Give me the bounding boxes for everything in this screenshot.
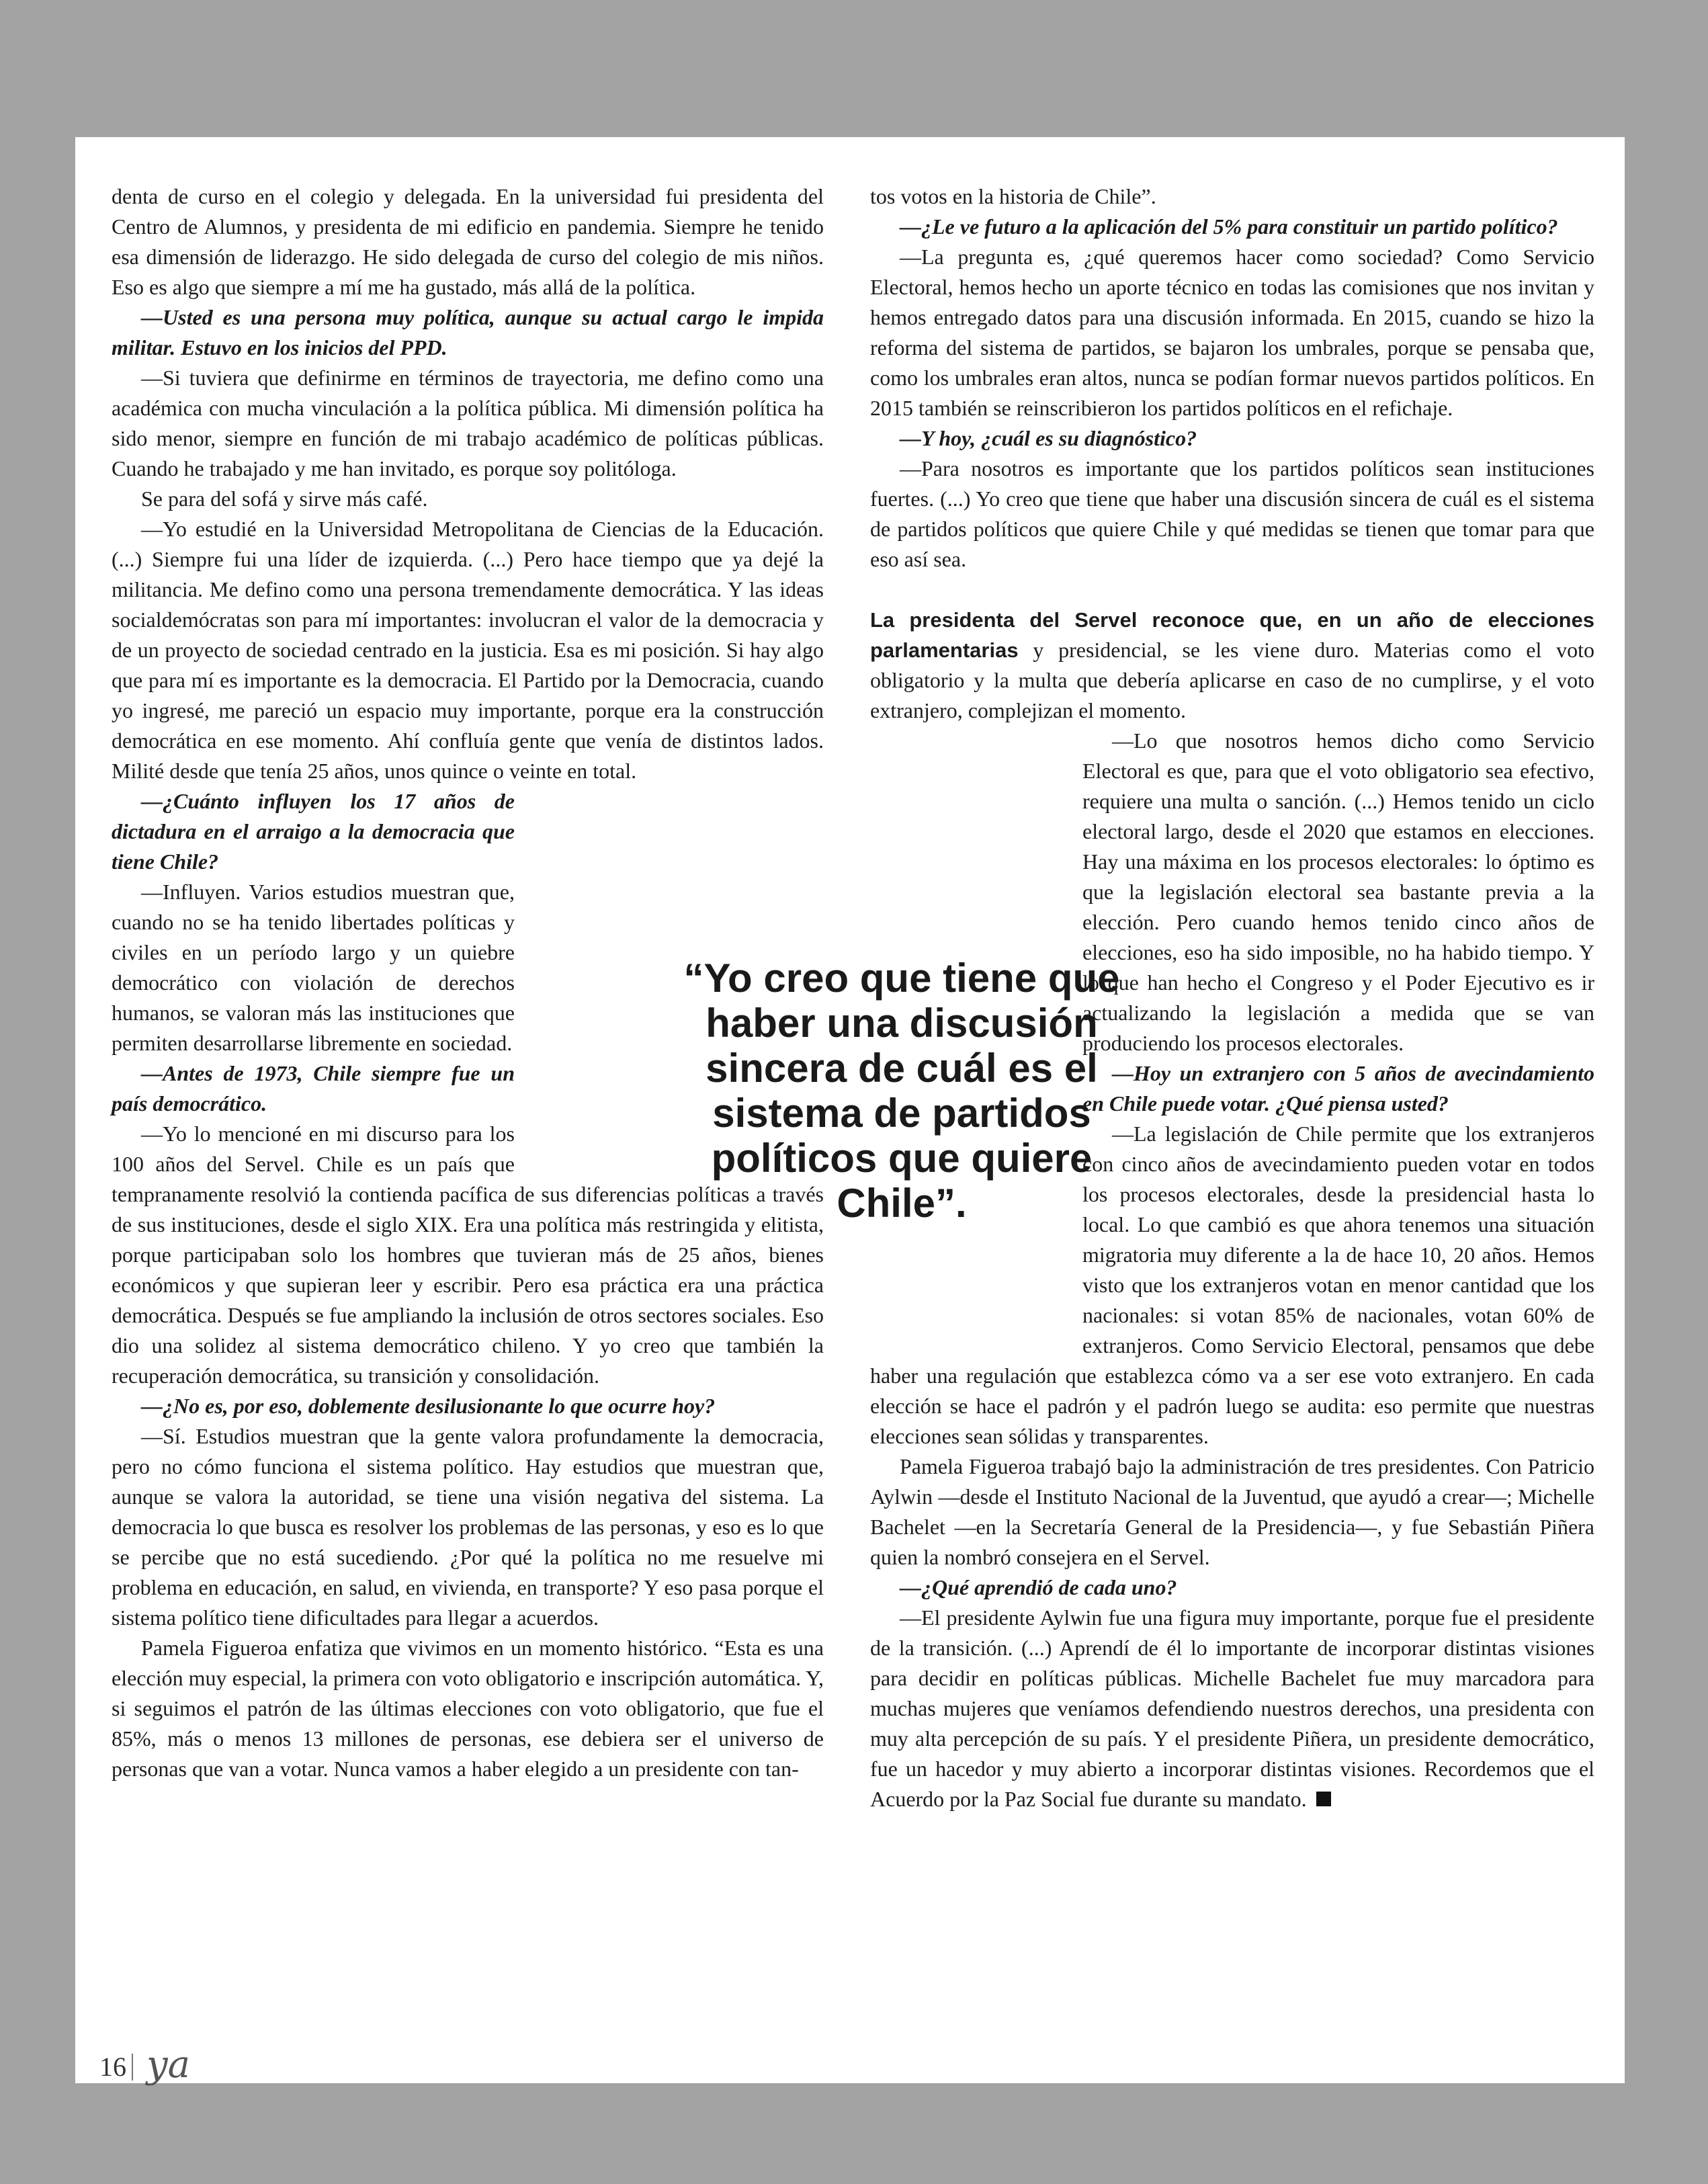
magazine-page (75, 137, 1625, 2083)
paragraph: Pamela Figueroa enfatiza que vivimos en un momento histórico. “Esta es una elección muy especial, la primera con voto obligatorio e inscripción automática. Y, si seguimos el patrón de las últimas elecciones con voto obligatorio, que fue el 85%, más o menos 13 millones de personas, ese debiera ser el universo de personas que van a votar. Nunca vamos a haber elegido a un presidente con tan- (112, 1636, 824, 1781)
paragraph: —Yo lo mencioné en mi discurso para los 100 años del Servel. Chile es un país que tempranamente resolvió la contienda pacífica de sus diferencias políticas a través de sus instituciones, desde el siglo XIX. Era una política más restringida y elitista, porque participaban solo los hombres que tuvieran más de 25 años, bienes económicos y que supieran leer y escribir. Pero esa práctica era una práctica democrática. Después se fue ampliando la inclusión de otros sectores sociales. Eso dio una solidez al sistema democrático chileno. Y yo creo que también la recuperación democrática, su transición y consolidación. (112, 1122, 824, 1388)
interview-question: —Hoy un extranjero con 5 años de avecindamiento en Chile puede votar. ¿Qué piensa usted? (1082, 1061, 1594, 1116)
interview-question: —Usted es una persona muy política, aunque su actual cargo le impida militar. Estuvo en los inicios del PPD. (112, 305, 824, 360)
interview-question: —Antes de 1973, Chile siempre fue un país democrático. (112, 1061, 515, 1116)
paragraph: —El presidente Aylwin fue una figura muy importante, porque fue el presidente de la transición. (...) Aprendí de él lo importante de incorporar distintas visiones para decidir en políticas públicas. Michelle Bachelet fue muy marcadora para muchas mujeres que veníamos defendiendo nuestros derechos, una presidenta con muy alta percepción de su país. Y el presidente Piñera, un presidente democrático, fue un hacedor y muy abierto a incorporar distintas visiones. Recordemos que el Acuerdo por la Paz Social fue durante su mandato. (870, 1603, 1594, 1814)
section-lead-paragraph (870, 605, 1594, 726)
paragraph: —Yo estudié en la Universidad Metropolitana de Ciencias de la Educación. (...) Siempre fui una líder de izquierda. (...) Pero hace tiempo que ya dejé la militancia. Me defino como una persona tremendamente democrática. Y las ideas socialdemócratas son para mí importantes: involucran el valor de la democracia y de un proyecto de sociedad centrado en la justicia. Esa es mi posición. Si hay algo que para mí es importante es la democracia. El Partido por la Democracia, cuando yo ingresé, me pareció un espacio muy importante, porque era la construcción democrática en ese momento. Ahí confluía gente que venía de distintos lados. Milité desde que tenía 25 años, unos quince o veinte en total. (112, 517, 824, 783)
paragraph: —La pregunta es, ¿qué queremos hacer como sociedad? Como Servicio Electoral, hemos hecho un aporte técnico en todas las comisiones que nos invitan y hemos entregado datos para una discusión informada. En 2015, cuando se hizo la reforma del sistema de partidos, se bajaron los umbrales, porque se pensaba que, como los umbrales eran altos, nunca se podían formar nuevos partidos políticos. En 2015 también se reinscribieron los partidos políticos en el refichaje. (870, 245, 1594, 420)
paragraph: —Influyen. Varios estudios muestran que, cuando no se ha tenido libertades políticas y civiles en un período largo y un quiebre democrático con violación de derechos humanos, se valoran más las instituciones que permiten desarrollarse libremente en sociedad. (112, 880, 515, 1055)
paragraph: tos votos en la historia de Chile”. (870, 184, 1156, 208)
footer-divider (132, 2054, 133, 2081)
paragraph: —Si tuviera que definirme en términos de trayectoria, me defino como una académica con mucha vinculación a la política pública. Mi dimensión política ha sido menor, siempre en función de mi trabajo académico de políticas públicas. Cuando he trabajado y me han invitado, es porque soy politóloga. (112, 366, 824, 480)
paragraph: Pamela Figueroa trabajó bajo la administración de tres presidentes. Con Patricio Aylwin —desde el Instituto Nacional de la Juventud, que ayudó a crear—; Michelle Bachelet —en la Secretaría General de la Presidencia—, y fue Sebastián Piñera quien la nombró consejera en el Servel. (870, 1454, 1594, 1569)
paragraph: denta de curso en el colegio y delegada. En la universidad fui presidenta del Centro de Alumnos, y presidenta de mi edificio en pandemia. Siempre he tenido esa dimensión de liderazgo. He sido delegada de curso del colegio de mis niños. Eso es algo que siempre a mí me ha gustado, más allá de la política. (112, 184, 824, 299)
interview-question: —¿No es, por eso, doblemente desilusionante lo que ocurre hoy? (141, 1394, 716, 1418)
paragraph: —La legislación de Chile permite que los extranjeros con cinco años de avecindamiento pueden votar en todos los procesos electorales, desde la presidencial hasta lo local. Lo que cambió es que ahora tenemos una situación migratoria muy diferente a la de hace 10, 20 años. Hemos visto que los extranjeros votan en menor cantidad que los nacionales: si votan 85% de nacionales, votan 60% de extranjeros. Como Servicio Electoral, pensamos que debe haber una regulación que establezca cómo va a ser ese voto extranjero. En cada elección se hace el padrón y el padrón luego se audita: eso permite que nuestras elecciones sean sólidas y transparentes. (870, 1122, 1594, 1448)
interview-question: —¿Le ve futuro a la aplicación del 5% para constituir un partido político? (900, 214, 1558, 239)
paragraph: —Sí. Estudios muestran que la gente valora profundamente la democracia, pero no cómo funciona el sistema político. Hay estudios que muestran que, aunque se valora la autoridad, se tiene una visión negativa del sistema. La democracia lo que busca es resolver los problemas de las personas, y eso es lo que se percibe que no está sucediendo. ¿Por qué la política no me resuelve mi problema en educación, en salud, en vivienda, en transporte? Y eso pasa porque el sistema político tiene dificultades para llegar a acuerdos. (112, 1424, 824, 1630)
paragraph: —Para nosotros es importante que los partidos políticos sean instituciones fuertes. (...) Yo creo que tiene que haber una discusión sincera de cuál es el sistema de partidos políticos que quiere Chile y qué medidas se tienen que tomar para que eso así sea. (870, 456, 1594, 571)
magazine-logo: ya (146, 2043, 191, 2087)
paragraph: Se para del sofá y sirve más café. (141, 487, 428, 511)
interview-question: —¿Qué aprendió de cada uno? (900, 1575, 1177, 1599)
section-lead-text: y presidencial, se les viene duro. Materias como el voto obligatorio y la multa que debería aplicarse en caso de no cumplirse, y el voto extranjero, complejizan el momento. (870, 638, 1594, 722)
interview-question: —¿Cuánto influyen los 17 años de dictadura en el arraigo a la democracia que tiene Chile? (112, 789, 515, 874)
paragraph: —Lo que nosotros hemos dicho como Servicio Electoral es que, para que el voto obligatorio sea efectivo, requiere una multa o sanción. (...) Hemos tenido un ciclo electoral largo, desde el 2020 que estamos en elecciones. Hay una máxima en los procesos electorales: lo óptimo es que la legislación electoral sea bastante previa a la elección. Pero cuando hemos tenido cinco años de elecciones, eso ha sido imposible, no ha habido tiempo. Y lo que han hecho el Congreso y el Poder Ejecutivo es ir actualizando la legislación a medida que se van produciendo los procesos electorales. (1082, 728, 1594, 1055)
section-lead-in: La presidenta del Servel reconoce que, en un año de elecciones parlamentarias (870, 608, 1594, 662)
page-number: 16 (99, 2052, 126, 2082)
pull-quote: “Yo creo que tiene que haber una discusión sincera de cuál es el sistema de partidos políticos que quiere Chile”. (683, 956, 1120, 1226)
interview-question: —Y hoy, ¿cuál es su diagnóstico? (900, 426, 1197, 450)
